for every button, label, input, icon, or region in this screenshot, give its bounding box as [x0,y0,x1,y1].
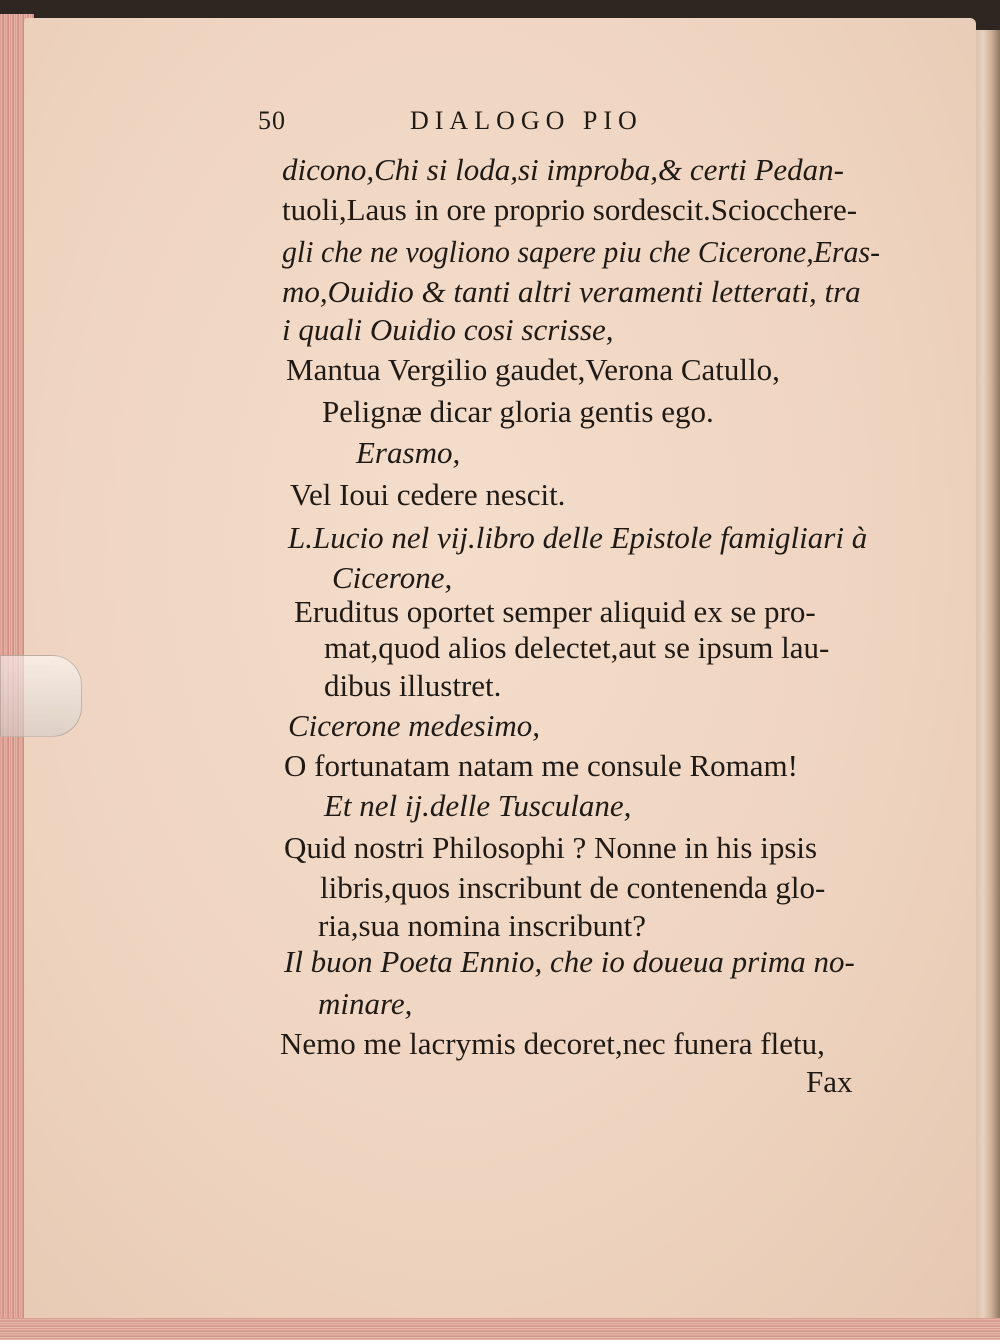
text-line-13: mat,quod alios delectet,aut se ipsum lau- [324,630,830,665]
text-line-6: Mantua Vergilio gaudet,Verona Catullo, [286,352,780,387]
text-line-8: Erasmo, [356,435,461,470]
text-line-16: O fortunatam natam me consule Romam! [284,748,798,783]
text-line-17: Et nel ij.delle Tusculane, [324,788,632,823]
text-line-4: mo,Ouidio & tanti altri veramenti letterati, tra [282,274,861,309]
text-line-23: Nemo me lacrymis decoret,nec funera fletu, [280,1026,825,1061]
page-number: 50 [258,106,286,135]
text-line-22: minare, [318,986,413,1021]
text-line-5: i quali Ouidio cosi scrisse, [282,312,614,347]
catchword: Fax [806,1064,853,1099]
text-line-9: Vel Ioui cedere nescit. [290,477,566,512]
text-line-19: libris,quos inscribunt de contenenda glo- [320,870,826,905]
text-line-20: ria,sua nomina inscribunt? [318,908,646,943]
text-line-1: dicono,Chi si loda,si improba,& certi Pedan- [282,152,844,187]
page-edges-bottom [0,1318,1000,1340]
text-line-21: Il buon Poeta Ennio, che io doueua prima no- [284,944,855,979]
page-edges-right [972,30,1000,1340]
page-clip [0,655,82,737]
text-line-14: dibus illustret. [324,668,502,703]
text-line-11: Cicerone, [332,560,453,595]
text-line-18: Quid nostri Philosophi ? Nonne in his ipsis [284,830,818,865]
text-line-15: Cicerone medesimo, [288,708,540,743]
text-line-3: gli che ne vogliono sapere piu che Cicerone,Eras- [282,234,881,269]
text-line-10: L.Lucio nel vij.libro delle Epistole famigliari à [288,520,868,555]
text-line-12: Eruditus oportet semper aliquid ex se pro- [294,594,816,629]
running-head: DIALOGO PIO [410,106,643,135]
text-line-2: tuoli,Laus in ore proprio sordescit.Sciocchere- [282,192,858,227]
text-line-7: Pelignæ dicar gloria gentis ego. [322,394,714,429]
